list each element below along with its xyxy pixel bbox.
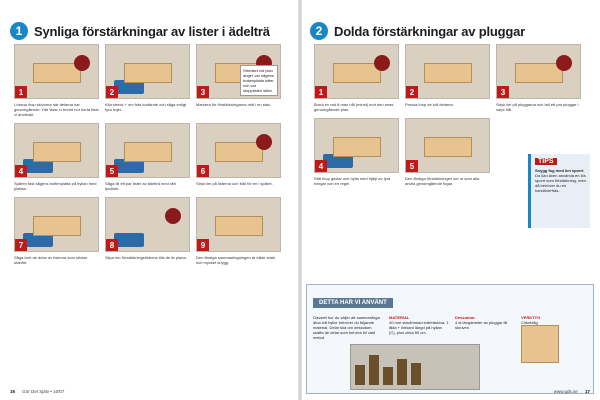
tips-heading: Snygg fog med lim sporrt	[535, 168, 584, 173]
step-caption: Kila streck + om fräs kortände och såga enligt fyra linjer.	[105, 102, 187, 112]
step-photo: 2	[405, 44, 490, 99]
step-photo: 4	[14, 123, 99, 178]
step-card	[314, 118, 399, 186]
step-caption: Spåren fast sågens bottenplatta på hyllan med plattan.	[14, 181, 97, 191]
tips-title: TIPS	[535, 158, 557, 165]
step-photo: 1	[314, 44, 399, 99]
right-footer	[554, 389, 590, 394]
materials-header: DETTA HAR VI ANVÄNT	[313, 298, 393, 308]
tools-list: VERKTYG Cirkelsåg	[521, 315, 581, 363]
step-card	[14, 197, 99, 265]
step-photo: 8	[105, 197, 190, 252]
step-caption: Lossna ihop skivorna när delarna har genomgående. Här visar vi bredd hur korta bitar vi använde.	[14, 102, 99, 117]
step-caption: Den färdiga sammanfogningen är både stark och mycket snygg.	[196, 255, 276, 265]
right-heading	[310, 22, 525, 40]
step-card	[405, 44, 490, 112]
section-title: Dolda förstärkningar av pluggar	[334, 23, 526, 39]
section-badge: 1	[10, 22, 28, 40]
step-photo: 2	[105, 44, 190, 99]
step-photo: 1	[14, 44, 99, 99]
step-photo: 3 Stredset vid plan anger var sågens bottenplatta sitter och var stopplisten sitter.	[196, 44, 281, 99]
left-footer	[10, 389, 64, 394]
step-caption: Såga till ett par lister av ädelträ med rätt tjocklek.	[105, 181, 176, 191]
step-card	[105, 197, 190, 265]
step-card	[105, 123, 190, 191]
left-steps-grid	[14, 44, 286, 271]
step-card	[14, 123, 99, 191]
callout-note: Stredset vid plan anger var sågens bottenplatta sitter och var stopplisten sitter.	[240, 65, 278, 96]
materials-intro: Oavsett hur du väljer att sammanfoga dina två hyllor behöver du följande material. Delar ska om dessutom skaffa de delar som behövs till vald metod.	[313, 315, 380, 340]
step-caption: Pressa ihop de två delarna.	[405, 102, 454, 107]
step-caption: Stryk lim på listerna och fräll för en i spåret.	[196, 181, 273, 186]
tips-box	[528, 154, 590, 228]
step-card	[14, 44, 99, 117]
step-photo: 5	[105, 123, 190, 178]
step-card	[196, 44, 281, 117]
tool-photo	[521, 325, 559, 363]
step-card	[196, 123, 281, 191]
footer-text: www.gds.se	[553, 389, 578, 394]
step-caption: Sätt ihop gavlar och hylla med hjälp av fyra tvingar och en regel.	[314, 176, 391, 186]
right-page	[300, 0, 600, 400]
step-photo: 3	[496, 44, 581, 99]
materials-list: MATERIAL 40 mm stavlimmad tvärträskiva. 1 låda + limkant längd på hyllan (C), plus cirka 55 cm	[389, 315, 449, 335]
tips-text: Du kan även använda en lös sporrt som förstärkning, men då behöver du en handöverfräs.	[535, 173, 586, 193]
step-card	[405, 118, 490, 186]
step-photo: 4	[314, 118, 399, 173]
page-number: 17	[584, 389, 590, 394]
step-photo: 9	[196, 197, 281, 252]
page-number: 16	[10, 389, 16, 394]
step-caption: Den färdiga förstärkningen ser ut som alla andra genomgående fogar.	[405, 176, 480, 186]
step-caption: Stryk lim på pluggarna och fall ett par pluggar i varje hål.	[496, 102, 579, 112]
step-caption: Markera för förstärkningarna mitt i en stav.	[196, 102, 271, 107]
step-photo: 6	[196, 123, 281, 178]
dimensions-list: Dessutom: 4 st längdmeter av pluggar till skruven	[455, 315, 508, 330]
step-card	[496, 44, 581, 112]
section-badge: 2	[310, 22, 328, 40]
footer-text: Gör Det Själv • 10/07	[22, 389, 65, 394]
section-title: Synliga förstärkningar av lister i ädelträ	[34, 23, 270, 39]
step-photo: 5	[405, 118, 490, 173]
step-card	[196, 197, 281, 265]
step-card	[105, 44, 190, 117]
step-caption: Slipa ner förstärkningslisterna tills de är plana.	[105, 255, 187, 260]
step-card	[314, 44, 399, 112]
step-caption: Såga bort de delar av listerna som sticker utanför.	[14, 255, 88, 265]
step-caption: Borra ev rad å man hål (minst) mot den enas genomgående plan.	[314, 102, 394, 112]
step-photo: 7	[14, 197, 99, 252]
tools-image	[350, 344, 480, 390]
left-heading	[10, 22, 270, 40]
